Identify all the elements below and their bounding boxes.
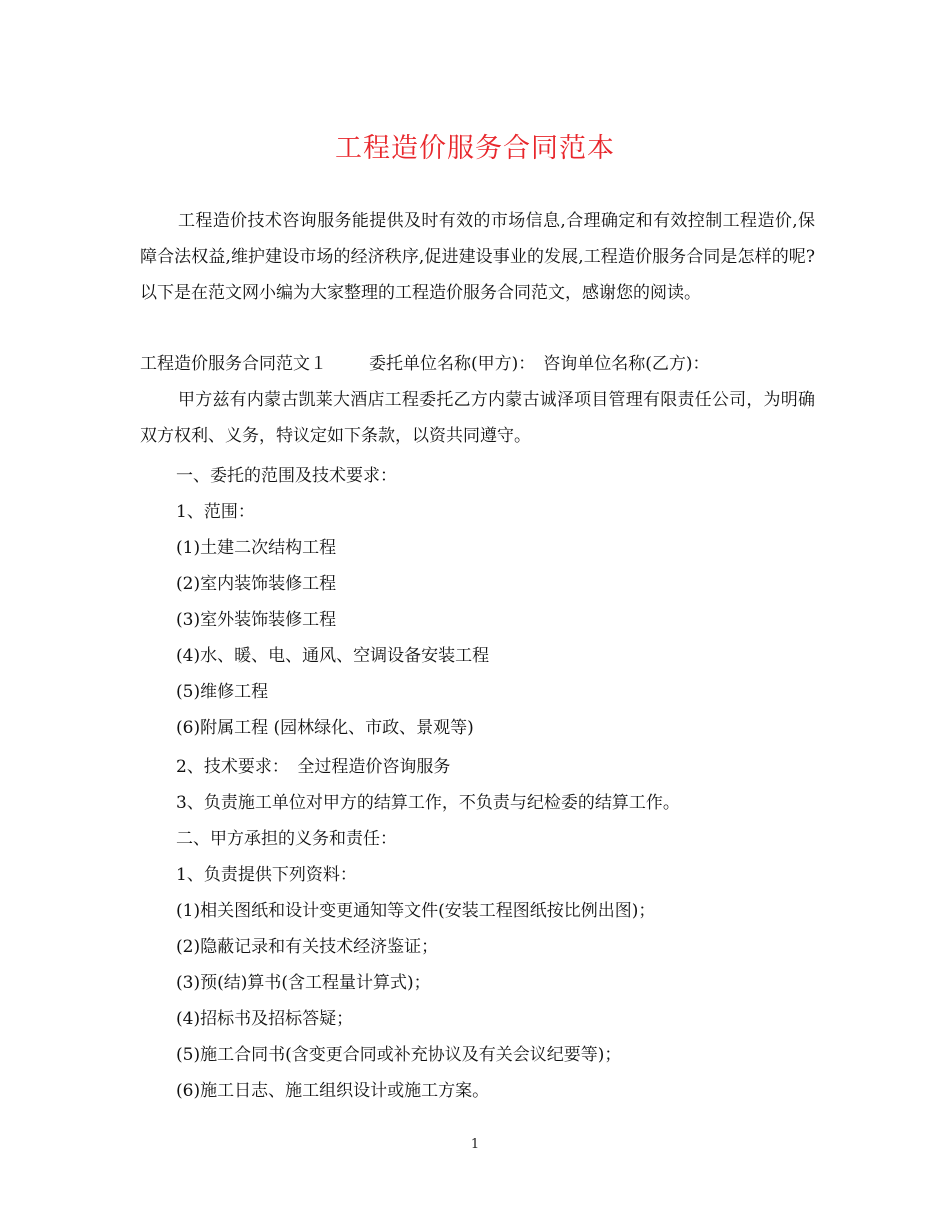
list-item: (2)室内装饰装修工程 bbox=[176, 574, 337, 594]
list-item: (6)附属工程 (园林绿化、市政、景观等) bbox=[176, 718, 474, 738]
client-name-label: 委托单位名称(甲方)： bbox=[369, 354, 536, 374]
intro-paragraph: 工程造价技术咨询服务能提供及时有效的市场信息,合理确定和有效控制工程造价,保障合法权益,维护建设市场的经济秩序,促进建设事业的发展,工程造价服务合同是怎样的呢?以下是在范文网小编为大家整理的工程造价服务合同范文，感谢您的阅读。 bbox=[140, 211, 815, 303]
agreement-paragraph: 甲方兹有内蒙古凯莱大酒店工程委托乙方内蒙古诚泽项目管理有限责任公司，为明确双方权利、义务，特议定如下条款，以资共同遵守。 bbox=[140, 390, 815, 446]
list-item: (4)水、暖、电、通风、空调设备安装工程 bbox=[176, 646, 490, 666]
list-item: (5)维修工程 bbox=[176, 682, 269, 702]
list-item: (1)相关图纸和设计变更通知等文件(安装工程图纸按比例出图)； bbox=[176, 901, 656, 921]
list-item: (3)室外装饰装修工程 bbox=[176, 610, 337, 630]
list-item: 1、负责提供下列资料： bbox=[176, 865, 357, 885]
list-item: (1)土建二次结构工程 bbox=[176, 538, 337, 558]
list-item: (2)隐蔽记录和有关技术经济鉴证； bbox=[176, 937, 439, 957]
page-number: 1 bbox=[470, 1137, 480, 1152]
list-item: 2、技术要求： 全过程造价咨询服务 bbox=[176, 757, 451, 777]
contract-sample-label: 工程造价服务合同范文１ bbox=[140, 354, 327, 374]
list-item: (3)预(结)算书(含工程量计算式)； bbox=[176, 973, 431, 993]
list-item: 3、负责施工单位对甲方的结算工作，不负责与纪检委的结算工作。 bbox=[176, 793, 680, 813]
consultant-name-label: 咨询单位名称(乙方)： bbox=[543, 354, 710, 374]
list-item: (6)施工日志、施工组织设计或施工方案。 bbox=[176, 1081, 490, 1101]
list-item: 1、范围： bbox=[176, 502, 255, 522]
document-title: 工程造价服务合同范本 bbox=[335, 133, 615, 164]
contract-heading-line bbox=[140, 346, 710, 382]
list-item: (5)施工合同书(含变更合同或补充协议及有关会议纪要等)； bbox=[176, 1045, 622, 1065]
section-heading: 二、甲方承担的义务和责任： bbox=[176, 829, 397, 849]
section-heading: 一、委托的范围及技术要求： bbox=[176, 466, 397, 486]
list-item: (4)招标书及招标答疑； bbox=[176, 1009, 354, 1029]
